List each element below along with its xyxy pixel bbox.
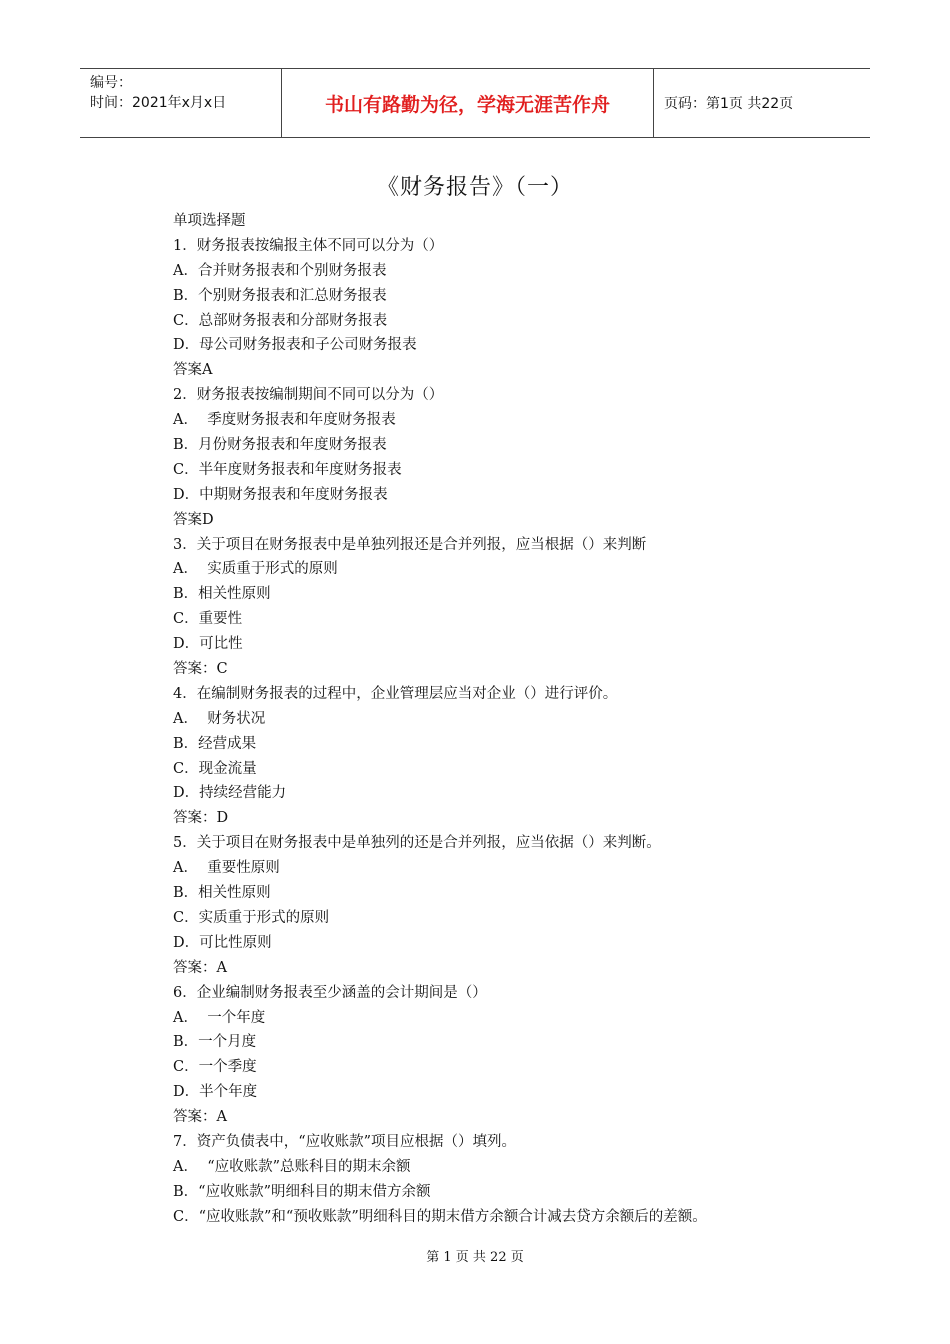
body-line: 2．财务报表按编制期间不同可以分为（）	[173, 387, 444, 404]
body-line: A． 重要性原则	[173, 860, 280, 877]
body-line: 答案A	[173, 362, 213, 379]
body-line: 答案D	[173, 511, 214, 528]
body-line: B．经营成果	[173, 735, 257, 752]
body-line: A． 实质重于形式的原则	[173, 561, 338, 578]
body-line: D．母公司财务报表和子公司财务报表	[173, 337, 417, 354]
body-line: 4．在编制财务报表的过程中，企业管理层应当对企业（）进行评价。	[173, 685, 618, 702]
header-meta	[80, 69, 282, 137]
body-line: C．一个季度	[173, 1059, 257, 1076]
body-line: 答案：C	[173, 661, 228, 678]
body-line: 6．企业编制财务报表至少涵盖的会计期间是（）	[173, 984, 487, 1001]
body-line: A．合并财务报表和个别财务报表	[173, 262, 387, 279]
body-line: A． “应收账款”总账科目的期末余额	[173, 1158, 411, 1175]
time-label: 时间：2021年x月x日	[90, 95, 227, 111]
document-body	[173, 209, 873, 1230]
body-line: D．可比性原则	[173, 934, 272, 951]
body-line: A． 一个年度	[173, 1009, 266, 1026]
body-line: 单项选择题	[173, 213, 246, 229]
body-line: 答案：A	[173, 959, 227, 976]
body-line: D．中期财务报表和年度财务报表	[173, 486, 388, 503]
header-motto: 书山有路勤为径，学海无涯苦作舟	[282, 69, 654, 137]
body-line: 答案：D	[173, 810, 229, 827]
body-line: A． 财务状况	[173, 710, 266, 727]
body-line: B．相关性原则	[173, 586, 271, 603]
body-line: B．个别财务报表和汇总财务报表	[173, 287, 387, 304]
body-line: B．月份财务报表和年度财务报表	[173, 437, 387, 454]
body-line: C．现金流量	[173, 760, 257, 777]
body-line: C．总部财务报表和分部财务报表	[173, 312, 388, 329]
body-line: C．重要性	[173, 611, 243, 628]
body-line: D．持续经营能力	[173, 785, 287, 802]
body-line: C．实质重于形式的原则	[173, 909, 330, 926]
body-line: B．一个月度	[173, 1034, 257, 1051]
body-line: 答案：A	[173, 1109, 227, 1126]
header-page-label: 页码：第1页 共22页	[664, 96, 794, 112]
body-line: B．“应收账款”明细科目的期末借方余额	[173, 1183, 431, 1200]
body-line: C．“应收账款”和“预收账款”明细科目的期末借方余额合计减去贷方余额后的差额。	[173, 1208, 707, 1225]
body-line: A． 季度财务报表和年度财务报表	[173, 412, 396, 429]
page-footer: 第 1 页 共 22 页	[426, 1250, 524, 1265]
body-line: C．半年度财务报表和年度财务报表	[173, 461, 402, 478]
number-label: 编号：	[90, 75, 132, 91]
body-line: 5．关于项目在财务报表中是单独列的还是合并列报，应当依据（）来判断。	[173, 835, 661, 852]
document-header	[80, 68, 870, 138]
document-title: 《财务报告》（一）	[376, 175, 573, 200]
body-line: B．相关性原则	[173, 885, 271, 902]
body-line: D．半个年度	[173, 1084, 258, 1101]
body-line: D．可比性	[173, 636, 243, 653]
body-line: 3．关于项目在财务报表中是单独列报还是合并列报，应当根据（）来判断	[173, 536, 647, 553]
body-line: 7．资产负债表中，“应收账款”项目应根据（）填列。	[173, 1133, 517, 1150]
body-line: 1．财务报表按编报主体不同可以分为（）	[173, 237, 444, 254]
